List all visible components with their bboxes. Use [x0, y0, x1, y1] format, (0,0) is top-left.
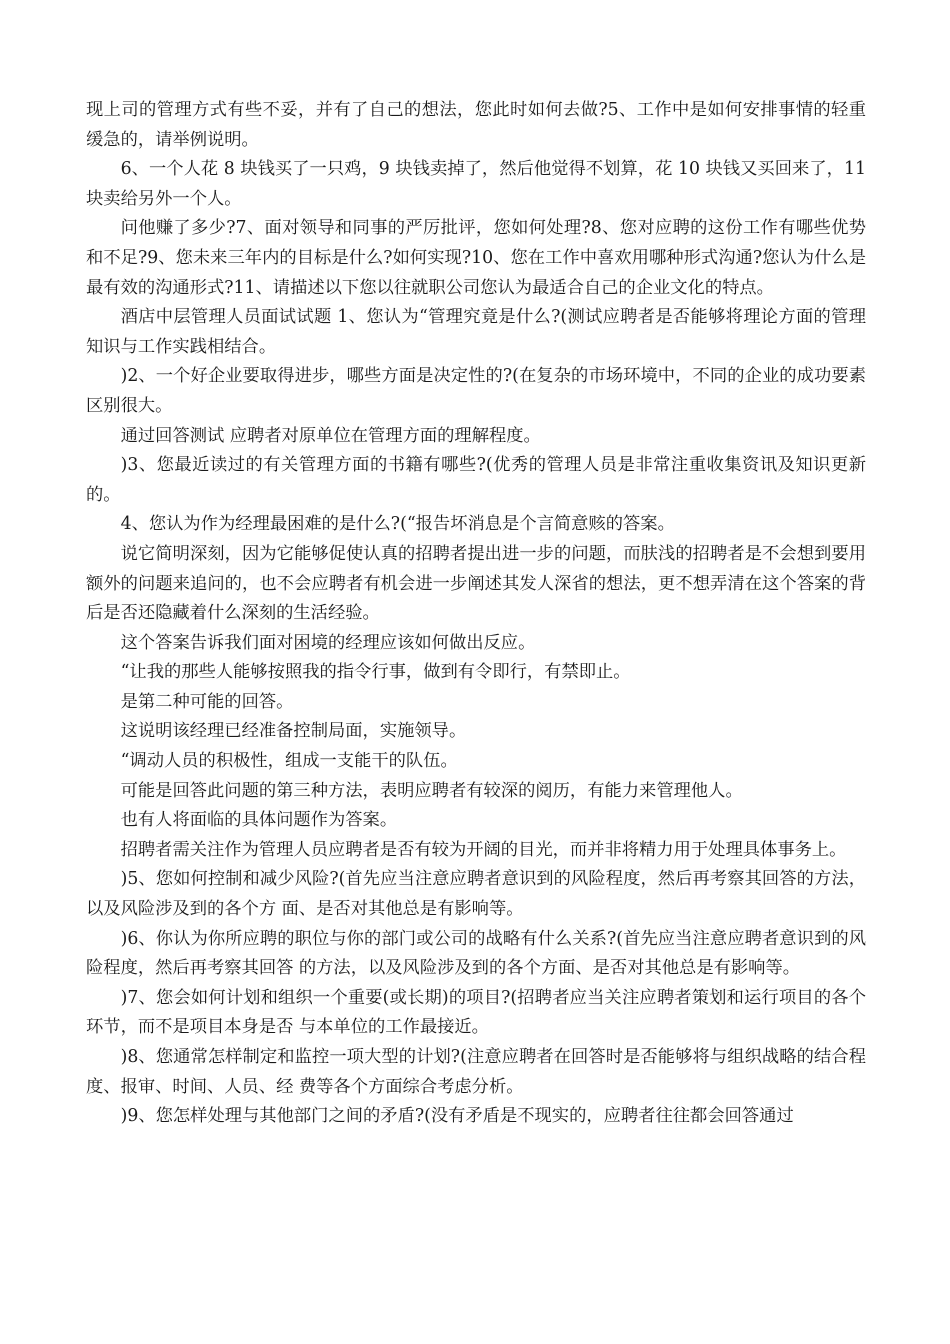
paragraph: 可能是回答此问题的第三种方法，表明应聘者有较深的阅历，有能力来管理他人。 — [120, 780, 743, 801]
paragraph: )9、您怎样处理与其他部门之间的矛盾?(没有矛盾是不现实的，应聘者往往都会回答通过 — [120, 1106, 794, 1127]
paragraph: 通过回答测试 应聘者对原单位在管理方面的理解程度。 — [120, 425, 541, 446]
paragraph: )5、您如何控制和减少风险?(首先应当注意应聘者意识到的风险程度，然后再考察其回答的方法，以及风险涉及到的各个方 面、是否对其他总是有影响等。 — [86, 869, 866, 920]
paragraph: 也有人将面临的具体问题作为答案。 — [120, 810, 398, 831]
paragraph: )8、您通常怎样制定和监控一项大型的计划?(注意应聘者在回答时是否能够将与组织战略的结合程度、报审、时间、人员、经 费等各个方面综合考虑分析。 — [86, 1047, 866, 1097]
paragraph: “调动人员的积极性，组成一支能干的队伍。 — [120, 751, 458, 772]
paragraph: “让我的那些人能够按照我的指令行事，做到有令即行，有禁即止。 — [120, 662, 631, 683]
paragraph: 问他赚了多少?7、面对领导和同事的严厉批评，您如何处理?8、您对应聘的这份工作有哪些优势和不足?9、您未来三年内的目标是什么?如何实现?10、您在工作中喜欢用哪种形式沟通?您认为什么是最有效的沟通形式?11、请描述以下您以往就职公司您认为最适合自己的企业文化的特点。 — [86, 218, 866, 298]
paragraph: )7、您会如何计划和组织一个重要(或长期)的项目?(招聘者应当关注应聘者策划和运行项目的各个环节，而不是项目本身是否 与本单位的工作最接近。 — [86, 987, 866, 1038]
document-body — [86, 96, 866, 1132]
paragraph: 招聘者需关注作为管理人员应聘者是否有较为开阔的目光，而并非将精力用于处理具体事务上。 — [120, 839, 847, 860]
paragraph: 4、您认为作为经理最困难的是什么?(“报告坏消息是个言简意赅的答案。 — [120, 514, 675, 535]
paragraph: 这个答案告诉我们面对困境的经理应该如何做出反应。 — [120, 632, 536, 653]
paragraph: 是第二种可能的回答。 — [120, 691, 294, 712]
paragraph: )3、您最近读过的有关管理方面的书籍有哪些?(优秀的管理人员是非常注重收集资讯及知识更新的。 — [86, 455, 866, 505]
paragraph: 6、一个人花 8 块钱买了一只鸡，9 块钱卖掉了，然后他觉得不划算，花 10 块钱又买回来了，11 块卖给另外一个人。 — [86, 159, 866, 209]
paragraph: )2、一个好企业要取得进步，哪些方面是决定性的?(在复杂的市场环境中，不同的企业的成功要素区别很大。 — [86, 366, 866, 416]
paragraph: 酒店中层管理人员面试试题 1、您认为“管理究竟是什么?(测试应聘者是否能够将理论方面的管理知识与工作实践相结合。 — [86, 307, 866, 357]
paragraph: 这说明该经理已经准备控制局面，实施领导。 — [120, 721, 467, 742]
paragraph: )6、你认为你所应聘的职位与你的部门或公司的战略有什么关系?(首先应当注意应聘者意识到的风险程度，然后再考察其回答 的方法，以及风险涉及到的各个方面、是否对其他总是有影响等。 — [86, 928, 866, 979]
paragraph: 现上司的管理方式有些不妥，并有了自己的想法，您此时如何去做?5、工作中是如何安排事情的轻重缓急的，请举例说明。 — [86, 100, 866, 150]
paragraph: 说它简明深刻，因为它能够促使认真的招聘者提出进一步的问题，而肤浅的招聘者是不会想到要用额外的问题来追问的，也不会应聘者有机会进一步阐述其发人深省的想法，更不想弄清在这个答案的背后是否还隐藏着什么深刻的生活经验。 — [86, 543, 866, 624]
